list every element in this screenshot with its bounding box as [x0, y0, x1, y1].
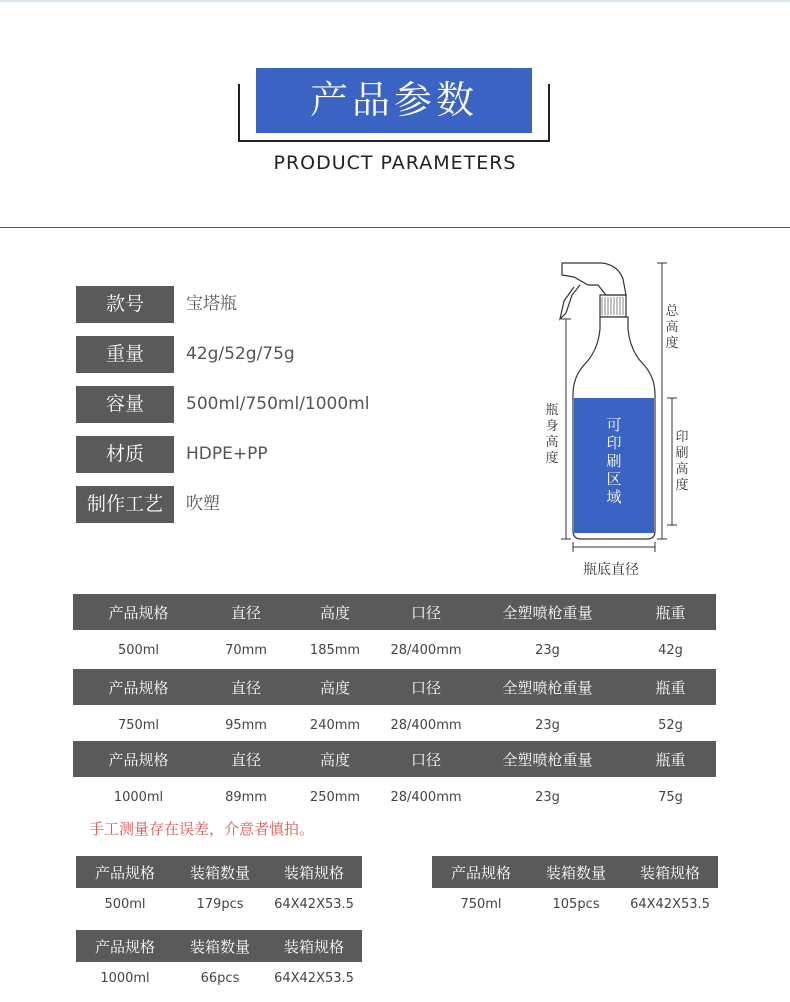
table-row [76, 888, 362, 920]
page-subtitle: PRODUCT PARAMETERS [273, 152, 517, 174]
pack-table-500 [76, 856, 362, 920]
pack-table-1000 [76, 930, 362, 994]
pack-header-row [432, 856, 718, 888]
table-cell: 240mm [309, 717, 361, 733]
spec-header-row [73, 594, 716, 630]
header-cell: 口径 [410, 750, 441, 769]
header-cell: 口径 [410, 678, 441, 697]
spec-header-row [73, 669, 716, 705]
total-height-label: 总高度 [665, 304, 679, 351]
header-cell: 直径 [230, 678, 261, 697]
table-cell: 52g [658, 717, 683, 733]
table-cell: 66pcs [200, 970, 240, 986]
header-cell: 高度 [319, 603, 350, 622]
header-cell: 装箱规格 [639, 863, 700, 882]
table-row [73, 777, 716, 817]
header-cell: 全塑喷枪重量 [502, 603, 593, 622]
table-row [432, 888, 718, 920]
header-cell: 产品规格 [94, 937, 155, 956]
header-cell: 全塑喷枪重量 [502, 678, 593, 697]
table-cell: 179pcs [196, 896, 244, 912]
header-cell: 瓶重 [655, 750, 686, 769]
section-divider [0, 227, 790, 228]
header-cell: 直径 [230, 750, 261, 769]
page-title: 产品参数 [256, 68, 532, 133]
table-cell: 28/400mm [390, 717, 462, 733]
body-height-label: 瓶身高度 [545, 403, 559, 466]
table-cell: 500ml [104, 896, 146, 912]
pack-table-750 [432, 856, 718, 920]
table-cell: 64X42X53.5 [274, 896, 354, 912]
table-cell: 28/400mm [390, 789, 462, 805]
table-cell: 1000ml [113, 789, 164, 805]
table-row [73, 705, 716, 745]
param-label: 制作工艺 [76, 486, 174, 523]
header-cell: 口径 [410, 603, 441, 622]
spec-table-1000 [73, 741, 716, 817]
header-cell: 产品规格 [108, 750, 169, 769]
print-area-label: 可印刷区域 [606, 416, 622, 506]
table-cell: 23g [535, 642, 560, 658]
header-cell: 高度 [319, 678, 350, 697]
table-cell: 70mm [225, 642, 267, 658]
param-label: 材质 [76, 436, 174, 473]
param-value: 宝塔瓶 [186, 294, 237, 314]
param-value: 500ml/750ml/1000ml [186, 394, 370, 414]
header-cell: 装箱数量 [545, 863, 606, 882]
header-cell: 装箱数量 [189, 937, 250, 956]
print-height-label: 印刷高度 [675, 430, 689, 493]
table-cell: 500ml [117, 642, 160, 658]
header-cell: 产品规格 [108, 603, 169, 622]
header-cell: 高度 [319, 750, 350, 769]
table-cell: 64X42X53.5 [274, 970, 354, 986]
header-cell: 产品规格 [94, 863, 155, 882]
header-cell: 产品规格 [450, 863, 511, 882]
table-row [76, 962, 362, 994]
header-cell: 装箱规格 [283, 863, 344, 882]
param-label: 重量 [76, 336, 174, 373]
table-cell: 89mm [225, 789, 267, 805]
table-cell: 185mm [309, 642, 361, 658]
table-cell: 95mm [225, 717, 267, 733]
spec-table-750 [73, 669, 716, 745]
spec-header-row [73, 741, 716, 777]
table-cell: 75g [658, 789, 683, 805]
pack-header-row [76, 930, 362, 962]
param-value: 吹塑 [186, 494, 220, 514]
table-cell: 750ml [117, 717, 160, 733]
measurement-note: 手工测量存在误差，介意者慎拍。 [89, 820, 315, 838]
spec-table-500 [73, 594, 716, 670]
header-cell: 全塑喷枪重量 [502, 750, 593, 769]
table-cell: 42g [658, 642, 683, 658]
header-cell: 直径 [230, 603, 261, 622]
table-cell: 1000ml [100, 970, 150, 986]
param-label: 容量 [76, 386, 174, 423]
param-value: 42g/52g/75g [186, 344, 295, 364]
header-cell: 产品规格 [108, 678, 169, 697]
table-row [73, 630, 716, 670]
table-cell: 23g [535, 717, 560, 733]
pack-header-row [76, 856, 362, 888]
table-cell: 750ml [460, 896, 502, 912]
header-cell: 瓶重 [655, 603, 686, 622]
table-cell: 64X42X53.5 [630, 896, 710, 912]
table-cell: 23g [535, 789, 560, 805]
header-cell: 瓶重 [655, 678, 686, 697]
table-cell: 28/400mm [390, 642, 462, 658]
table-cell: 250mm [309, 789, 361, 805]
param-value: HDPE+PP [186, 444, 268, 464]
top-border [0, 0, 790, 2]
header-cell: 装箱规格 [283, 937, 344, 956]
table-cell: 105pcs [552, 896, 600, 912]
base-diameter-label: 瓶底直径 [583, 562, 639, 578]
param-label: 款号 [76, 286, 174, 323]
header-cell: 装箱数量 [189, 863, 250, 882]
